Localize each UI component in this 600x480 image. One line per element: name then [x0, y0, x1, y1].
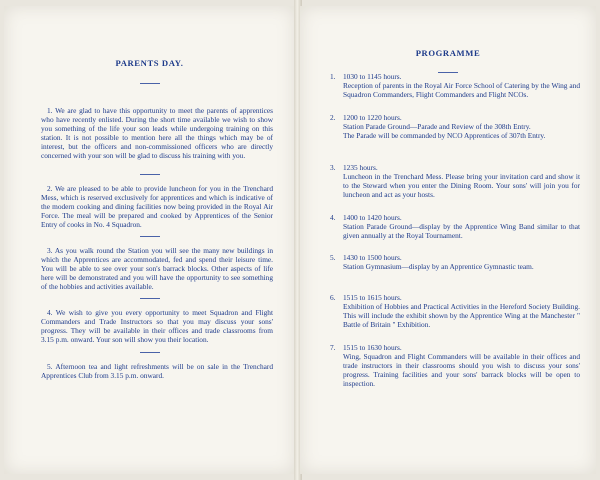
programme-item-1 — [330, 72, 580, 99]
item-text: Station Parade Ground—Parade and Review of the 308th Entry. — [343, 122, 531, 132]
paragraph-3: 3. As you walk round the Station you will see the many new buildings in which the Apprentices are accommodated, fed and spend their leisure time. You will be able to see over your son's barrack blocks. Other aspects of life here will be demonstrated and you will have the opportunity to see something of the hobbies and activities available. — [41, 246, 273, 292]
item-number: 3. — [330, 163, 336, 172]
divider-1 — [140, 174, 160, 175]
item-number: 2. — [330, 113, 336, 122]
paragraph-1: 1. We are glad to have this opportunity to meet the parents of apprentices who have recently enlisted. During the short time available we wish to show you something of the life your son leads while undergoing training on this station. It is not possible to mention here all the things which may be of interest, but the officers and non-commissioned officers who are directly concerned with your son will be glad to discuss his training with you. — [41, 106, 273, 161]
item-time: 1400 to 1420 hours. — [343, 213, 402, 222]
item-number: 4. — [330, 213, 336, 222]
right-page — [300, 6, 596, 474]
item-time: 1515 to 1615 hours. — [343, 293, 402, 302]
programme-item-4 — [330, 213, 580, 240]
programme-item-7 — [330, 343, 580, 388]
item-time: 1430 to 1500 hours. — [343, 253, 402, 262]
paragraph-5: 5. Afternoon tea and light refreshments will be on sale in the Trenchard Apprentices Club from 3.15 p.m. onward. — [41, 362, 273, 381]
divider-3 — [140, 298, 160, 299]
divider-2 — [140, 236, 160, 237]
programme-title: PROGRAMME — [415, 48, 481, 58]
item-text: Luncheon in the Trenchard Mess. Please bring your invitation card and show it to the Steward when you enter the Dining Room. Your sons' will join you for luncheon and act as your hosts. — [343, 172, 580, 200]
programme-item-3 — [330, 163, 580, 199]
item-text: Reception of parents in the Royal Air Force School of Catering by the Wing and Squadron Commanders, Flight Commanders and Flight NCOs. — [343, 81, 580, 100]
programme-item-6 — [330, 293, 580, 329]
item-text: Station Parade Ground—display by the Apprentice Wing Band similar to that given annually at the Royal Tournament. — [343, 222, 580, 241]
item-time: 1030 to 1145 hours. — [343, 72, 402, 81]
item-text: Exhibition of Hobbies and Practical Activities in the Hereford Society Building. This will include the exhibit shown by the Apprentice Wing at the Manchester " Battle of Britain " Exhibition. — [343, 302, 580, 330]
item-text: Station Gymnasium—display by an Apprentice Gymnastic team. — [343, 262, 534, 272]
left-page — [4, 6, 295, 474]
parents-day-title: PARENTS DAY. — [115, 58, 184, 68]
item-time: 1515 to 1630 hours. — [343, 343, 402, 352]
item-time: 1200 to 1220 hours. — [343, 113, 402, 122]
paragraph-4: 4. We wish to give you every opportunity to meet Squadron and Flight Commanders and Trade Instructors so that you may discuss your sons' progress. They will be available in their offices and trade classrooms from 3.15 p.m. onward. Your son will show you their location. — [41, 308, 273, 345]
paragraph-2: 2. We are pleased to be able to provide luncheon for you in the Trenchard Mess, which is reserved exclusively for apprentices and which is indicative of the modern cooking and dining facilities now being provided in the Royal Air Force. The meal will be prepared and cooked by Apprentices of the Senior Entry of cooks in No. 4 Squadron. — [41, 184, 273, 230]
item-number: 6. — [330, 293, 336, 302]
title-rule — [140, 83, 160, 84]
programme-item-5 — [330, 253, 580, 271]
divider-4 — [140, 352, 160, 353]
item-number: 7. — [330, 343, 336, 352]
item-number: 5. — [330, 253, 336, 262]
item-time: 1235 hours. — [343, 163, 378, 172]
item-extra: The Parade will be commanded by NCO Apprentices of 307th Entry. — [343, 131, 546, 141]
programme-item-2 — [330, 113, 580, 140]
item-number: 1. — [330, 72, 336, 81]
item-text: Wing, Squadron and Flight Commanders will be available in their offices and trade instructors in their classrooms should you wish to discuss your sons' progress. Training facilities and your sons' barrack blocks will be open to inspection. — [343, 352, 580, 389]
